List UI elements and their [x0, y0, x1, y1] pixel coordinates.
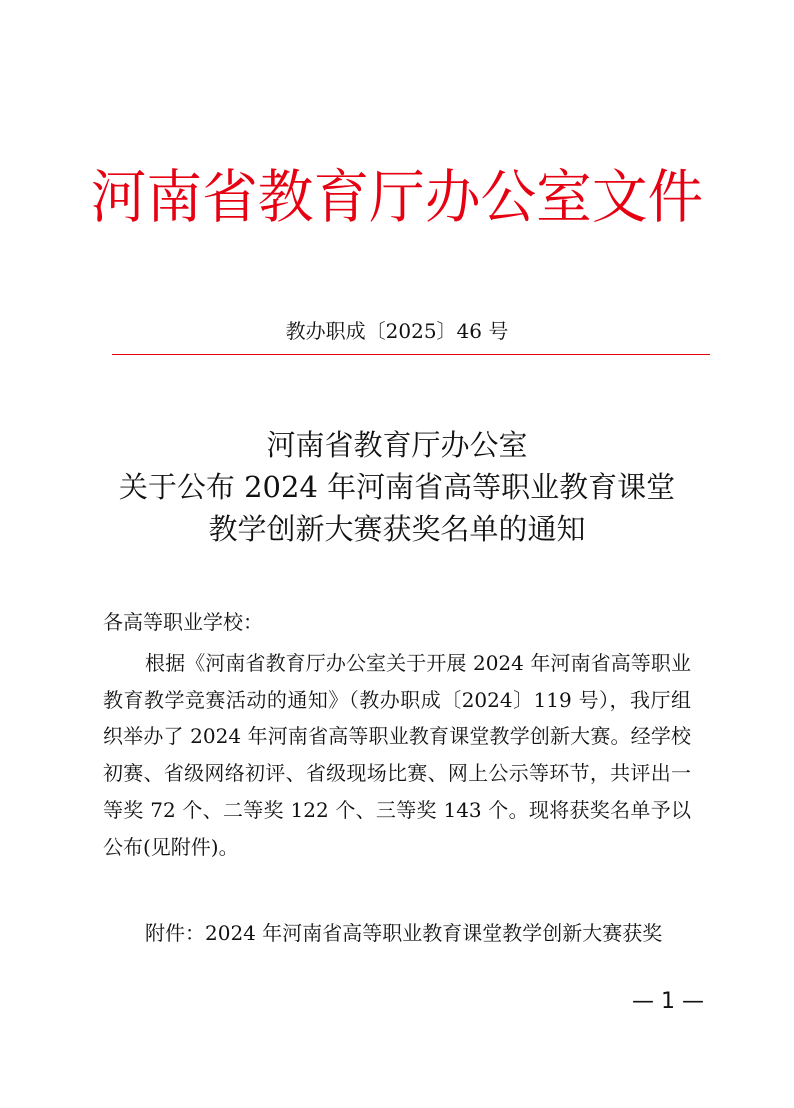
body-paragraph: 根据《河南省教育厅办公室关于开展 2024 年河南省高等职业教育教学竞赛活动的通知》（教办职成〔2024〕119 号），我厅组织举办了 2024 年河南省高等职业教育课堂教学创新大赛。经学校初赛、省级网络初评、省级现场比赛、网上公示等环节，共评出一等奖 72 个、二等奖 122 个、三等奖 143 个。现将获奖名单予以公布(见附件)。	[103, 651, 691, 859]
salutation: 各高等职业学校：	[103, 610, 263, 634]
red-divider-line	[112, 354, 710, 355]
notice-title-line-3: 教学创新大赛获奖名单的通知	[208, 512, 586, 546]
notice-title-line-2: 关于公布 2024 年河南省高等职业教育课堂	[118, 470, 676, 504]
page-number: — 1 —	[632, 989, 704, 1014]
document-number: 教办职成〔2025〕46 号	[285, 319, 509, 343]
notice-title-line-1: 河南省教育厅办公室	[266, 428, 528, 462]
notice-title	[0, 424, 794, 550]
attachment-line: 附件：2024 年河南省高等职业教育课堂教学创新大赛获奖	[145, 921, 663, 945]
document-masthead: 河南省教育厅办公室文件	[90, 163, 704, 231]
